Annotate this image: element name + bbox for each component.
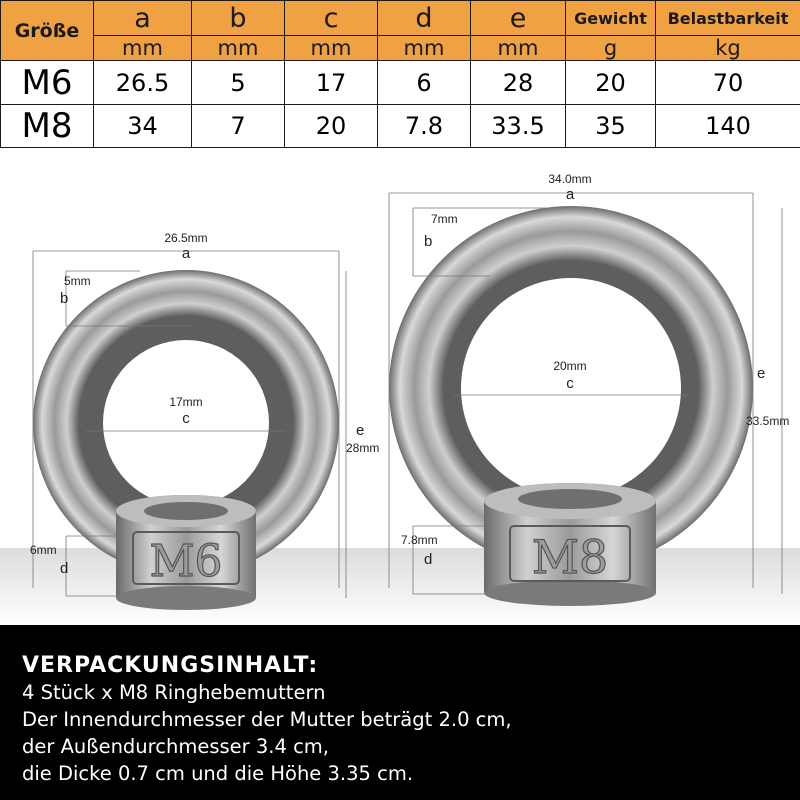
- table-cell: 6: [378, 61, 471, 104]
- m8-a-value: 34.0mm: [548, 172, 592, 186]
- m6-a-value: 26.5mm: [164, 231, 208, 245]
- m6-b-letter: b: [60, 290, 69, 307]
- m8-d-letter: d: [424, 551, 433, 568]
- col-d-unit: mm: [378, 36, 471, 61]
- package-heading: VERPACKUNGSINHALT:: [22, 653, 319, 678]
- col-d-header: d: [378, 1, 471, 36]
- table-cell: 70: [656, 61, 800, 104]
- package-line: der Außendurchmesser 3.4 cm,: [22, 735, 329, 758]
- col-e-header: e: [471, 1, 566, 36]
- col-load-unit: kg: [656, 36, 800, 61]
- col-e-unit: mm: [471, 36, 566, 61]
- m8-b-letter: b: [424, 233, 433, 250]
- m6-b-value: 5mm: [64, 274, 91, 288]
- table-cell: 7.8: [378, 104, 471, 147]
- size-header: Größe: [1, 1, 94, 61]
- table-cell: 17: [285, 61, 378, 104]
- table-cell: 26.5: [94, 61, 192, 104]
- m8-d-value: 7.8mm: [401, 533, 438, 547]
- m6-a-letter: a: [181, 245, 191, 262]
- m6-d-letter: d: [60, 560, 69, 577]
- package-line: Der Innendurchmesser der Mutter beträgt 2.0 cm,: [22, 708, 512, 731]
- package-contents: [0, 625, 800, 800]
- m6-e-letter: e: [356, 422, 365, 439]
- col-b-header: b: [192, 1, 285, 36]
- col-load-header: Belastbarkeit: [656, 1, 800, 36]
- m8-b-value: 7mm: [431, 212, 458, 226]
- m8-c-letter: c: [566, 375, 574, 392]
- product-diagram: [0, 148, 800, 625]
- table-row: [1, 104, 800, 147]
- table-cell: 20: [566, 61, 656, 104]
- col-c-header: c: [285, 1, 378, 36]
- table-cell: 5: [192, 61, 285, 104]
- table-row: [1, 61, 800, 104]
- package-line: 4 Stück x M8 Ringhebemuttern: [22, 681, 326, 704]
- m6-d-value: 6mm: [30, 543, 57, 557]
- table-cell: 20: [285, 104, 378, 147]
- m6-c-value: 17mm: [169, 395, 203, 409]
- col-b-unit: mm: [192, 36, 285, 61]
- table-cell: 140: [656, 104, 800, 147]
- row-size-m8: M8: [1, 104, 94, 147]
- table-cell: 35: [566, 104, 656, 147]
- spec-table: [0, 0, 800, 148]
- m8-stamp: M8: [531, 530, 609, 584]
- m8-eye-nut: [389, 206, 753, 606]
- col-a-header: a: [94, 1, 192, 36]
- col-weight-unit: g: [566, 36, 656, 61]
- table-cell: 28: [471, 61, 566, 104]
- m6-c-letter: c: [182, 410, 190, 427]
- row-size-m6: M6: [1, 61, 94, 104]
- col-a-unit: mm: [94, 36, 192, 61]
- m8-c-value: 20mm: [553, 359, 587, 373]
- col-weight-header: Gewicht: [566, 1, 656, 36]
- package-line: die Dicke 0.7 cm und die Höhe 3.35 cm.: [22, 762, 414, 785]
- col-c-unit: mm: [285, 36, 378, 61]
- m8-e-value: 33.5mm: [746, 414, 790, 428]
- m8-a-letter: a: [565, 186, 575, 203]
- table-cell: 7: [192, 104, 285, 147]
- m6-e-value: 28mm: [346, 441, 380, 455]
- m8-e-letter: e: [757, 365, 766, 382]
- m6-stamp: M6: [149, 536, 223, 587]
- table-cell: 33.5: [471, 104, 566, 147]
- table-cell: 34: [94, 104, 192, 147]
